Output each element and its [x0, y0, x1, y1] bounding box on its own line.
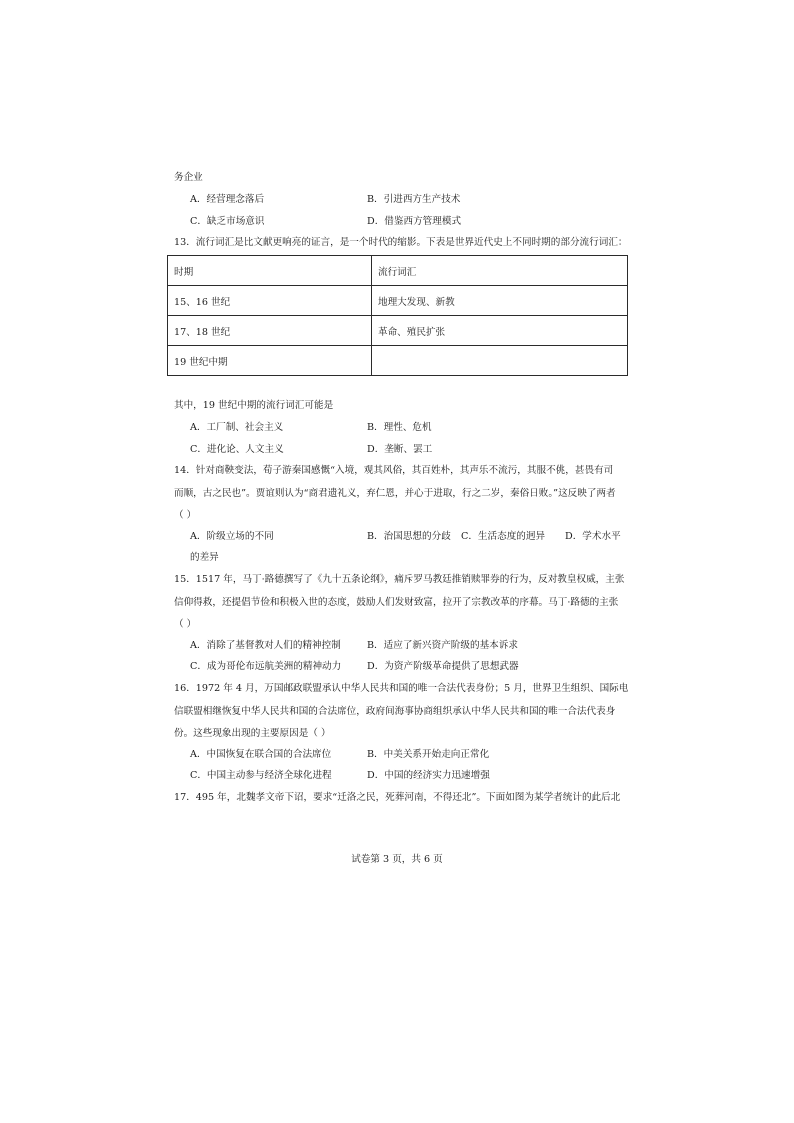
- q15-option-a: A．消除了基督教对人们的精神控制: [190, 640, 341, 651]
- q16-option-a: A．中国恢复在联合国的合法席位: [190, 749, 332, 760]
- vocabulary-table: [167, 255, 628, 376]
- q13-stem: 13．流行词汇是比文献更响亮的证言，是一个时代的缩影。下表是世界近代史上不同时期的部分流行词汇：: [174, 237, 628, 248]
- q16-stem-line3: 份。这些现象出现的主要原因是（ ）: [174, 728, 331, 739]
- q14-option-c: C．生活态度的迥异: [461, 531, 546, 542]
- table-row: [168, 346, 628, 376]
- q14-stem-line3: （ ）: [174, 510, 197, 521]
- q16-option-d: D．中国的经济实力迅速增强: [367, 770, 490, 781]
- q15-option-c: C．成为哥伦布远航美洲的精神动力: [190, 661, 342, 672]
- q16-stem-line2: 信联盟相继恢复中华人民共和国的合法席位，政府间海事协商组织承认中华人民共和国的唯一合法代表身: [174, 706, 616, 717]
- table-cell-period: 15、16 世纪: [168, 286, 372, 316]
- table-cell-period: 17、18 世纪: [168, 316, 372, 346]
- q16-option-b: B．中美关系开始走向正常化: [367, 749, 490, 760]
- q13-option-b: B．理性、危机: [367, 422, 432, 433]
- table-cell-words: 革命、殖民扩张: [372, 316, 628, 346]
- q15-stem-line2: 信仰得救，还提倡节俭和积极入世的态度，鼓励人们发财致富，拉开了宗教改革的序幕。马丁·路德的主张: [174, 597, 619, 608]
- q16-option-c: C．中国主动参与经济全球化进程: [190, 770, 332, 781]
- q12-option-b: B．引进西方生产技术: [367, 194, 461, 205]
- q15-option-d: D．为资产阶级革命提供了思想武器: [367, 661, 519, 672]
- table-cell-words: 地理大发现、新教: [372, 286, 628, 316]
- table-header-period: 时期: [168, 256, 372, 286]
- table-row: [168, 286, 628, 316]
- q15-stem-line1: 15．1517 年，马丁·路德撰写了《九十五条论纲》，痛斥罗马教廷推销赎罪券的行为，反对教皇权威，主张: [174, 574, 625, 585]
- q12-option-d: D．借鉴西方管理模式: [367, 216, 462, 227]
- table-row: [168, 316, 628, 346]
- q13-option-c: C．进化论、人文主义: [190, 444, 284, 455]
- page-footer: 试卷第 3 页，共 6 页: [351, 854, 443, 865]
- q13-option-a: A．工厂制、社会主义: [190, 422, 284, 433]
- q12-option-a: A．经营理念落后: [190, 194, 265, 205]
- q14-stem-line2: 而顺，古之民也”。贾谊则认为“商君遗礼义，弃仁恩，并心于进取，行之二岁，秦俗日败。”这反映了两者: [174, 488, 616, 499]
- q14-stem-line1: 14．针对商鞅变法，荀子游秦国感慨“入境，观其风俗，其百姓朴，其声乐不流污，其服不佻，甚畏有司: [174, 465, 614, 476]
- q17-stem-line1: 17．495 年，北魏孝文帝下诏，要求“迁洛之民，死葬河南，不得还北”。下面如图为某学者统计的此后北: [174, 792, 621, 803]
- q12-option-c: C．缺乏市场意识: [190, 216, 265, 227]
- table-header-row: [168, 256, 628, 286]
- q13-option-d: D．垄断、罢工: [367, 444, 433, 455]
- table-cell-period: 19 世纪中期: [168, 346, 372, 376]
- q14-option-d: D．学术水平: [565, 531, 621, 542]
- q14-option-a: A．阶级立场的不同: [190, 531, 274, 542]
- q15-stem-line3: （ ）: [174, 619, 197, 630]
- q16-stem-line1: 16．1972 年 4 月，万国邮政联盟承认中华人民共和国的唯一合法代表身份；5 月，世界卫生组织、国际电: [174, 683, 629, 694]
- continuation-text: 务企业: [174, 172, 203, 183]
- q13-question: 其中，19 世纪中期的流行词汇可能是: [174, 400, 334, 411]
- q15-option-b: B．适应了新兴资产阶级的基本诉求: [367, 640, 518, 651]
- q14-option-d-continuation: 的差异: [190, 552, 219, 563]
- q14-option-b: B．治国思想的分歧: [367, 531, 451, 542]
- table-header-words: 流行词汇: [372, 256, 628, 286]
- table-cell-words: [372, 346, 628, 376]
